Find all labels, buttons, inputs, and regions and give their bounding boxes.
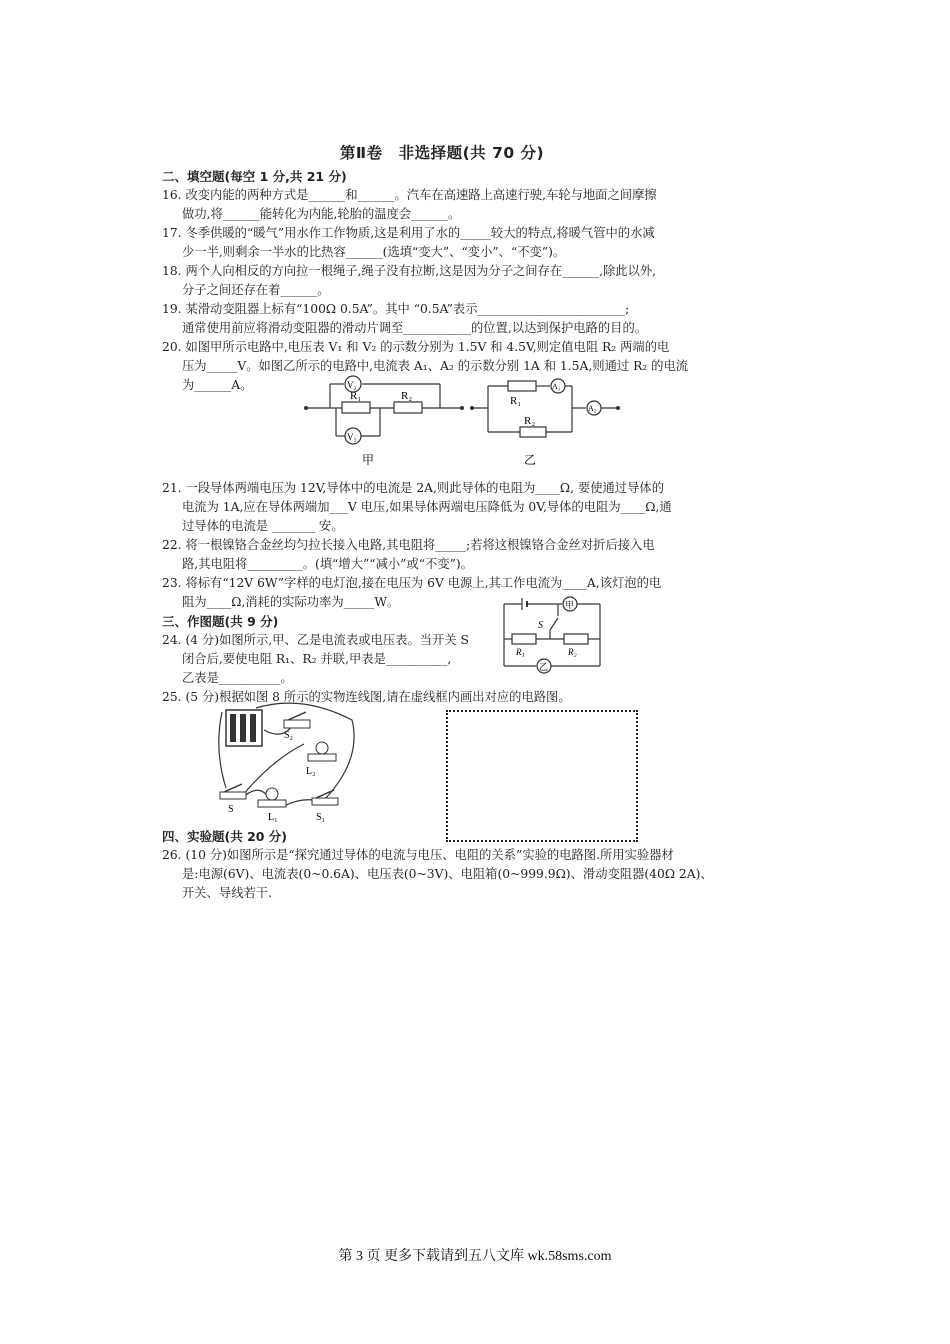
- fig20-jia-caption: 甲: [362, 453, 375, 467]
- circuit-figure-jia: [300, 372, 470, 468]
- fig20-jia-v2: V₂: [347, 380, 357, 390]
- battery-icon: [226, 710, 262, 746]
- q22-line2: 路,其电阻将_________。(填“增大”“减小”或“不变”)。: [182, 557, 474, 571]
- q26-line3: 开关、导线若干.: [182, 886, 272, 900]
- q24-line3: 乙表是__________。: [182, 671, 293, 685]
- question-26: [162, 846, 722, 903]
- question-22: [162, 536, 722, 574]
- fig24-r2: R₂: [568, 647, 577, 657]
- fig25-l1: L₁: [268, 812, 278, 823]
- wiring-figure-25: [212, 700, 362, 824]
- q26-line2: 是:电源(6V)、电流表(0~0.6A)、电压表(0~3V)、电阻箱(0~999.9Ω)、滑动变阻器(40Ω 2A)、: [182, 867, 713, 881]
- lamp-l2-icon: [308, 742, 336, 761]
- fig20-jia-r1: R₁: [350, 390, 362, 402]
- q17-line2: 少一半,则剩余一半水的比热容______(选填“变大”、“变小”、“不变”)。: [182, 245, 566, 259]
- q21-line2: 电流为 1A,应在导体两端加___V 电压,如果导体两端电压降低为 0V,导体的电阻为____Ω,通: [182, 500, 672, 514]
- section-drawing: 三、作图题(共 9 分): [162, 614, 279, 629]
- fig25-s2: S₂: [284, 730, 294, 741]
- q20-line3: 为______A。: [182, 378, 253, 392]
- question-17: [162, 224, 722, 262]
- page-title: 第Ⅱ卷 非选择题(共 70 分): [339, 144, 545, 162]
- page-footer: 第 3 页 更多下载请到五八文库 wk.58sms.com: [338, 1249, 612, 1264]
- q18-line1: 18. 两个人向相反的方向拉一根绳子,绳子没有拉断,这是因为分子之间存在______,除此以外,: [162, 264, 657, 278]
- fig20-jia-v1: V₁: [347, 432, 357, 442]
- question-19: [162, 300, 722, 338]
- q17-line1: 17. 冬季供暖的“暖气”用水作工作物质,这是利用了水的_____较大的特点,将暖气管中的水减: [162, 226, 655, 240]
- fig25-l2: L₂: [306, 766, 316, 777]
- q19-line1: 19. 某滑动变阻器上标有“100Ω 0.5A”。其中 “0.5A”表示________________________;: [162, 302, 630, 316]
- switch-s-icon: [220, 784, 246, 799]
- fig20-jia-r2: R₂: [401, 390, 413, 402]
- fig24-r1: R₁: [516, 647, 525, 657]
- question-24: [162, 631, 497, 688]
- section-experiment: 四、实验题(共 20 分): [162, 829, 288, 844]
- answer-dotted-box[interactable]: [446, 710, 638, 842]
- q16-line1: 16. 改变内能的两种方式是______和______。汽车在高速路上高速行驶,车轮与地面之间摩擦: [162, 188, 657, 202]
- q26-line1: 26. (10 分)如图所示是“探究通过导体的电流与电压、电阻的关系”实验的电路图.所用实验器材: [162, 848, 674, 862]
- q21-line1: 21. 一段导体两端电压为 12V,导体中的电流是 2A,则此导体的电阻为____Ω, 要使通过导体的: [162, 481, 664, 495]
- question-21: [162, 479, 722, 536]
- q21-line3: 过导体的电流是 _______ 安。: [182, 519, 344, 533]
- switch-s1-icon: [312, 790, 338, 805]
- switch-s2-icon: [284, 712, 310, 728]
- q20-line2: 压为_____V。如图乙所示的电路中,电流表 A₁、A₂ 的示数分别 1A 和 1.5A,则通过 R₂ 的电流: [182, 359, 689, 373]
- q24-line1: 24. (4 分)如图所示,甲、乙是电流表或电压表。当开关 S: [162, 633, 469, 647]
- fig25-s1: S₁: [316, 812, 326, 823]
- fig20-yi-a1: A₁: [552, 382, 561, 391]
- fig20-yi-a2: A₂: [588, 404, 597, 413]
- q20-line1: 20. 如图甲所示电路中,电压表 V₁ 和 V₂ 的示数分别为 1.5V 和 4.5V,则定值电阻 R₂ 两端的电: [162, 340, 670, 354]
- q24-line2: 闭合后,要使电阻 R₁、R₂ 并联,甲表是__________,: [182, 652, 452, 666]
- fig20-yi-caption: 乙: [524, 453, 537, 467]
- q16-line2: 做功,将______能转化为内能,轮胎的温度会______。: [182, 207, 461, 221]
- question-18: [162, 262, 722, 300]
- q23-line1: 23. 将标有“12V 6W”字样的电灯泡,接在电压为 6V 电源上,其工作电流为____A,该灯泡的电: [162, 576, 662, 590]
- section-fill-blank: 二、填空题(每空 1 分,共 21 分): [162, 169, 347, 184]
- circuit-figure-yi: [468, 372, 628, 468]
- question-25: 25. (5 分)根据如图 8 所示的实物连线图,请在虚线框内画出对应的电路图。: [162, 690, 571, 704]
- fig25-s: S: [228, 804, 234, 815]
- q23-line2: 阻为____Ω,消耗的实际功率为_____W。: [182, 595, 400, 609]
- q22-line1: 22. 将一根镍铬合金丝均匀拉长接入电路,其电阻将_____;若将这根镍铬合金丝对折后接入电: [162, 538, 655, 552]
- fig24-jia-meter: 甲: [565, 600, 575, 610]
- fig20-yi-r1: R₁: [510, 395, 522, 407]
- q19-line2: 通常使用前应将滑动变阻器的滑动片调至___________的位置,以达到保护电路的目的。: [182, 321, 648, 335]
- question-16: [162, 186, 722, 224]
- fig20-yi-r2: R₂: [524, 415, 536, 427]
- circuit-figure-24: [498, 594, 608, 676]
- fig24-yi-meter: 乙: [539, 662, 549, 672]
- question-23: [162, 574, 722, 612]
- q18-line2: 分子之间还存在着______。: [182, 283, 330, 297]
- fig24-switch-label: S: [538, 620, 543, 631]
